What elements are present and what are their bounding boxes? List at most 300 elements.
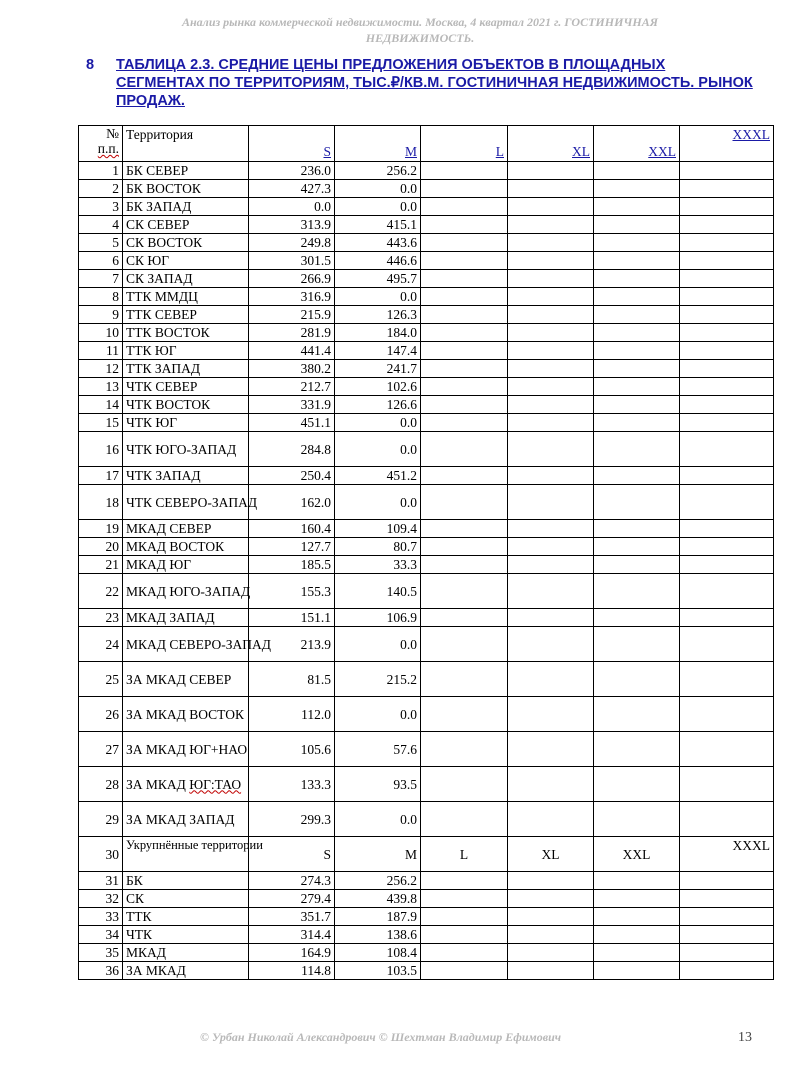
row-value-xxl	[594, 662, 680, 697]
header-no-abbrev: п.п.	[97, 141, 119, 156]
aggregate-row-value-xxxl	[680, 908, 774, 926]
row-value-s: 301.5	[249, 252, 335, 270]
table-row	[79, 342, 774, 360]
row-value-xxl	[594, 234, 680, 252]
row-value-xl	[508, 180, 594, 198]
row-value-m: 446.6	[335, 252, 421, 270]
row-number: 10	[79, 324, 123, 342]
row-value-xxxl	[680, 270, 774, 288]
row-value-s: 316.9	[249, 288, 335, 306]
row-value-xxxl	[680, 198, 774, 216]
row-value-xxl	[594, 360, 680, 378]
row-value-xxl	[594, 342, 680, 360]
aggregate-row-value-s: 274.3	[249, 872, 335, 890]
row-value-xl	[508, 485, 594, 520]
table-row	[79, 732, 774, 767]
row-number: 28	[79, 767, 123, 802]
table-row	[79, 627, 774, 662]
aggregate-row	[79, 908, 774, 926]
aggregate-header-territory: Укрупнённые территории	[123, 837, 249, 872]
table-row	[79, 662, 774, 697]
row-number: 23	[79, 609, 123, 627]
table-row	[79, 485, 774, 520]
row-value-xl	[508, 324, 594, 342]
row-number: 29	[79, 802, 123, 837]
aggregate-row-value-l	[421, 944, 508, 962]
row-value-m: 0.0	[335, 697, 421, 732]
aggregate-row-value-xl	[508, 890, 594, 908]
row-territory: СК СЕВЕР	[123, 216, 249, 234]
row-value-m: 256.2	[335, 162, 421, 180]
row-value-xxxl	[680, 432, 774, 467]
row-value-l	[421, 574, 508, 609]
row-value-m: 443.6	[335, 234, 421, 252]
row-value-xxxl	[680, 324, 774, 342]
row-number: 2	[79, 180, 123, 198]
row-value-xxl	[594, 627, 680, 662]
table-row	[79, 378, 774, 396]
row-value-l	[421, 662, 508, 697]
header-segment-xxl[interactable]: XXL	[594, 126, 680, 162]
row-value-xxl	[594, 802, 680, 837]
row-territory: ЗА МКАД СЕВЕР	[123, 662, 249, 697]
row-value-l	[421, 180, 508, 198]
row-territory: ЧТК СЕВЕР	[123, 378, 249, 396]
header-no-cell	[79, 126, 123, 162]
row-value-s: 266.9	[249, 270, 335, 288]
aggregate-row-number: 33	[79, 908, 123, 926]
aggregate-header-segment-xl: XL	[508, 837, 594, 872]
row-number: 18	[79, 485, 123, 520]
row-value-m: 0.0	[335, 414, 421, 432]
row-value-s: 236.0	[249, 162, 335, 180]
row-number: 21	[79, 556, 123, 574]
row-territory	[123, 767, 249, 802]
table-row	[79, 396, 774, 414]
row-value-m: 140.5	[335, 574, 421, 609]
aggregate-row-value-xxxl	[680, 890, 774, 908]
aggregate-row-value-l	[421, 890, 508, 908]
row-value-s: 313.9	[249, 216, 335, 234]
aggregate-row	[79, 872, 774, 890]
row-value-m: 215.2	[335, 662, 421, 697]
row-value-l	[421, 432, 508, 467]
row-value-xxxl	[680, 520, 774, 538]
table-row	[79, 520, 774, 538]
row-territory: МКАД ВОСТОК	[123, 538, 249, 556]
aggregate-row-territory: СК	[123, 890, 249, 908]
aggregate-row-territory: ЗА МКАД	[123, 962, 249, 980]
row-value-s: 162.0	[249, 485, 335, 520]
row-value-xl	[508, 162, 594, 180]
price-table	[78, 125, 774, 980]
row-number: 11	[79, 342, 123, 360]
row-value-xxxl	[680, 378, 774, 396]
row-value-s: 0.0	[249, 198, 335, 216]
row-territory: ТТК ЮГ	[123, 342, 249, 360]
row-value-m: 126.6	[335, 396, 421, 414]
table-row	[79, 162, 774, 180]
aggregate-header-segment-s: S	[249, 837, 335, 872]
aggregate-row-value-l	[421, 926, 508, 944]
row-value-xxxl	[680, 662, 774, 697]
row-value-xl	[508, 767, 594, 802]
aggregate-row-value-m: 256.2	[335, 872, 421, 890]
row-number: 24	[79, 627, 123, 662]
aggregate-row	[79, 944, 774, 962]
header-segment-l[interactable]: L	[421, 126, 508, 162]
row-value-m: 0.0	[335, 802, 421, 837]
row-value-s: 299.3	[249, 802, 335, 837]
row-territory: МКАД СЕВЕР	[123, 520, 249, 538]
row-value-xl	[508, 627, 594, 662]
row-value-m: 93.5	[335, 767, 421, 802]
row-value-s: 215.9	[249, 306, 335, 324]
row-number: 25	[79, 662, 123, 697]
row-value-xxl	[594, 162, 680, 180]
aggregate-row-value-s: 351.7	[249, 908, 335, 926]
row-value-l	[421, 520, 508, 538]
row-value-xxxl	[680, 414, 774, 432]
row-number: 20	[79, 538, 123, 556]
row-value-xl	[508, 396, 594, 414]
aggregate-row	[79, 890, 774, 908]
row-value-xxxl	[680, 574, 774, 609]
row-value-xxl	[594, 306, 680, 324]
page-number: 13	[738, 1030, 752, 1045]
aggregate-row-number: 36	[79, 962, 123, 980]
aggregate-row-value-l	[421, 962, 508, 980]
row-value-m: 33.3	[335, 556, 421, 574]
row-territory: ЧТК ЗАПАД	[123, 467, 249, 485]
row-value-l	[421, 306, 508, 324]
aggregate-row-value-m: 103.5	[335, 962, 421, 980]
row-value-l	[421, 485, 508, 520]
row-value-m: 241.7	[335, 360, 421, 378]
row-territory: МКАД ЮГО-ЗАПАД	[123, 574, 249, 609]
row-territory: МКАД ЗАПАД	[123, 609, 249, 627]
row-value-s: 212.7	[249, 378, 335, 396]
row-value-xxxl	[680, 538, 774, 556]
row-value-l	[421, 360, 508, 378]
aggregate-row-territory: МКАД	[123, 944, 249, 962]
header-no-symbol: №	[106, 126, 119, 141]
row-value-m: 147.4	[335, 342, 421, 360]
row-value-xxxl	[680, 216, 774, 234]
row-value-xxxl	[680, 556, 774, 574]
row-value-xxl	[594, 396, 680, 414]
aggregate-row-value-m: 108.4	[335, 944, 421, 962]
row-value-s: 451.1	[249, 414, 335, 432]
row-value-l	[421, 252, 508, 270]
row-value-m: 57.6	[335, 732, 421, 767]
row-value-l	[421, 767, 508, 802]
row-value-xxl	[594, 378, 680, 396]
table-row	[79, 198, 774, 216]
row-value-l	[421, 627, 508, 662]
table-row	[79, 216, 774, 234]
aggregate-row-value-s: 279.4	[249, 890, 335, 908]
aggregate-row-number: 31	[79, 872, 123, 890]
aggregate-row-value-s: 314.4	[249, 926, 335, 944]
row-value-l	[421, 802, 508, 837]
table-row	[79, 574, 774, 609]
aggregate-row-value-xxl	[594, 908, 680, 926]
row-value-m: 0.0	[335, 288, 421, 306]
page-header-line2: НЕДВИЖИМОСТЬ.	[365, 31, 475, 45]
row-number: 22	[79, 574, 123, 609]
row-value-xl	[508, 432, 594, 467]
table-row	[79, 180, 774, 198]
row-number: 4	[79, 216, 123, 234]
row-territory: ТТК ВОСТОК	[123, 324, 249, 342]
row-value-m: 126.3	[335, 306, 421, 324]
row-number: 9	[79, 306, 123, 324]
row-value-l	[421, 216, 508, 234]
row-value-xxxl	[680, 360, 774, 378]
section-title-text[interactable]: ТАБЛИЦА 2.3. СРЕДНИЕ ЦЕНЫ ПРЕДЛОЖЕНИЯ ОБЪЕКТОВ В ПЛОЩАДНЫХ СЕГМЕНТАХ ПО ТЕРРИТОРИЯМ, ТЫС.₽/КВ.М. ГОСТИНИЧНАЯ НЕДВИЖИМОСТЬ. РЫНОК ПРОДАЖ.	[116, 57, 753, 109]
aggregate-row-value-xl	[508, 872, 594, 890]
row-value-m: 184.0	[335, 324, 421, 342]
row-value-xl	[508, 556, 594, 574]
row-territory: СК ВОСТОК	[123, 234, 249, 252]
row-value-s: 81.5	[249, 662, 335, 697]
row-value-xl	[508, 574, 594, 609]
table-row	[79, 252, 774, 270]
row-value-l	[421, 609, 508, 627]
row-value-xl	[508, 467, 594, 485]
row-value-xl	[508, 360, 594, 378]
aggregate-row-value-xl	[508, 962, 594, 980]
row-value-l	[421, 732, 508, 767]
table-row	[79, 414, 774, 432]
row-value-m: 0.0	[335, 432, 421, 467]
header-territory: Территория	[123, 126, 249, 162]
header-segment-m[interactable]: M	[335, 126, 421, 162]
row-territory: СК ЗАПАД	[123, 270, 249, 288]
row-value-xxxl	[680, 627, 774, 662]
row-value-xxxl	[680, 342, 774, 360]
row-value-l	[421, 697, 508, 732]
row-value-xl	[508, 378, 594, 396]
row-value-l	[421, 198, 508, 216]
row-value-s: 331.9	[249, 396, 335, 414]
row-value-s: 185.5	[249, 556, 335, 574]
row-number: 19	[79, 520, 123, 538]
row-number: 8	[79, 288, 123, 306]
row-value-xxl	[594, 180, 680, 198]
table-row	[79, 609, 774, 627]
row-value-xl	[508, 732, 594, 767]
aggregate-row-value-xxl	[594, 890, 680, 908]
aggregate-header-segment-xxl: XXL	[594, 837, 680, 872]
table-row	[79, 467, 774, 485]
aggregate-row-value-xxl	[594, 944, 680, 962]
row-territory: БК ВОСТОК	[123, 180, 249, 198]
row-territory: ЧТК СЕВЕРО-ЗАПАД	[123, 485, 249, 520]
row-value-s: 441.4	[249, 342, 335, 360]
header-segment-xl[interactable]: XL	[508, 126, 594, 162]
row-number: 5	[79, 234, 123, 252]
row-value-xxxl	[680, 467, 774, 485]
aggregate-row-value-xxl	[594, 872, 680, 890]
page-header-line1: Анализ рынка коммерческой недвижимости. Москва, 4 квартал 2021 г. ГОСТИНИЧНАЯ	[182, 15, 658, 29]
aggregate-row-value-xxxl	[680, 962, 774, 980]
row-value-xxl	[594, 270, 680, 288]
row-number: 13	[79, 378, 123, 396]
aggregate-row-value-xxxl	[680, 944, 774, 962]
row-value-xxl	[594, 609, 680, 627]
row-territory: ЗА МКАД ВОСТОК	[123, 697, 249, 732]
row-number: 15	[79, 414, 123, 432]
header-segment-s[interactable]: S	[249, 126, 335, 162]
row-value-xl	[508, 802, 594, 837]
row-value-xxxl	[680, 485, 774, 520]
row-value-s: 213.9	[249, 627, 335, 662]
aggregate-row	[79, 962, 774, 980]
row-value-m: 415.1	[335, 216, 421, 234]
row-value-xxxl	[680, 802, 774, 837]
aggregate-row-value-xxxl	[680, 872, 774, 890]
aggregate-header-row	[79, 837, 774, 872]
row-value-xxxl	[680, 252, 774, 270]
page-footer: © Урбан Николай Александрович © Шехтман Владимир Ефимович	[200, 1030, 562, 1044]
row-value-xl	[508, 609, 594, 627]
row-value-xxxl	[680, 180, 774, 198]
row-number: 7	[79, 270, 123, 288]
row-value-s: 151.1	[249, 609, 335, 627]
row-value-xxxl	[680, 288, 774, 306]
row-value-xxxl	[680, 609, 774, 627]
row-value-xl	[508, 342, 594, 360]
row-value-xl	[508, 270, 594, 288]
aggregate-header-segment-l: L	[421, 837, 508, 872]
row-territory: БК СЕВЕР	[123, 162, 249, 180]
row-number: 27	[79, 732, 123, 767]
row-value-xxl	[594, 216, 680, 234]
row-territory: ЧТК ВОСТОК	[123, 396, 249, 414]
row-value-l	[421, 342, 508, 360]
row-number: 1	[79, 162, 123, 180]
row-value-s: 427.3	[249, 180, 335, 198]
row-value-xxxl	[680, 162, 774, 180]
row-value-l	[421, 556, 508, 574]
table-row	[79, 556, 774, 574]
row-value-xxl	[594, 574, 680, 609]
row-value-s: 127.7	[249, 538, 335, 556]
row-territory: ЗА МКАД ЗАПАД	[123, 802, 249, 837]
row-value-xl	[508, 306, 594, 324]
row-value-s: 105.6	[249, 732, 335, 767]
aggregate-row-value-xl	[508, 926, 594, 944]
aggregate-row-value-xxl	[594, 926, 680, 944]
row-value-xxl	[594, 467, 680, 485]
row-value-s: 133.3	[249, 767, 335, 802]
row-value-m: 451.2	[335, 467, 421, 485]
row-value-l	[421, 288, 508, 306]
row-value-xxxl	[680, 767, 774, 802]
row-value-l	[421, 324, 508, 342]
aggregate-row-number: 32	[79, 890, 123, 908]
row-value-m: 0.0	[335, 485, 421, 520]
row-value-m: 495.7	[335, 270, 421, 288]
row-value-xl	[508, 216, 594, 234]
row-value-m: 0.0	[335, 627, 421, 662]
aggregate-row-value-xl	[508, 944, 594, 962]
row-value-xl	[508, 252, 594, 270]
row-value-l	[421, 538, 508, 556]
aggregate-row-territory: ТТК	[123, 908, 249, 926]
row-value-xxl	[594, 198, 680, 216]
aggregate-row-number: 34	[79, 926, 123, 944]
row-value-s: 112.0	[249, 697, 335, 732]
row-value-xl	[508, 288, 594, 306]
aggregate-row-value-m: 187.9	[335, 908, 421, 926]
row-value-m: 102.6	[335, 378, 421, 396]
row-territory: БК ЗАПАД	[123, 198, 249, 216]
row-value-m: 106.9	[335, 609, 421, 627]
table-row	[79, 802, 774, 837]
row-value-xl	[508, 414, 594, 432]
row-value-l	[421, 396, 508, 414]
row-number: 26	[79, 697, 123, 732]
row-value-l	[421, 467, 508, 485]
header-segment-xxxl[interactable]: XXXL	[680, 126, 774, 162]
row-value-xl	[508, 520, 594, 538]
aggregate-header-number: 30	[79, 837, 123, 872]
row-value-m: 0.0	[335, 198, 421, 216]
table-row	[79, 432, 774, 467]
row-value-l	[421, 270, 508, 288]
table-row	[79, 288, 774, 306]
row-number: 14	[79, 396, 123, 414]
row-number: 12	[79, 360, 123, 378]
row-territory: ЧТК ЮГ	[123, 414, 249, 432]
aggregate-row-value-s: 114.8	[249, 962, 335, 980]
row-territory: МКАД ЮГ	[123, 556, 249, 574]
aggregate-row-value-xl	[508, 908, 594, 926]
row-value-xxl	[594, 324, 680, 342]
row-value-m: 80.7	[335, 538, 421, 556]
row-value-xxl	[594, 697, 680, 732]
row-territory: ЧТК ЮГО-ЗАПАД	[123, 432, 249, 467]
aggregate-row-value-l	[421, 872, 508, 890]
aggregate-row-value-l	[421, 908, 508, 926]
row-territory: СК ЮГ	[123, 252, 249, 270]
aggregate-row-number: 35	[79, 944, 123, 962]
row-value-xxl	[594, 732, 680, 767]
row-value-xxxl	[680, 234, 774, 252]
row-value-l	[421, 234, 508, 252]
row-territory: ТТК ММДЦ	[123, 288, 249, 306]
row-value-xxxl	[680, 732, 774, 767]
row-value-xl	[508, 662, 594, 697]
row-value-xxl	[594, 556, 680, 574]
aggregate-row-value-m: 439.8	[335, 890, 421, 908]
aggregate-row-value-xxl	[594, 962, 680, 980]
row-value-xxxl	[680, 697, 774, 732]
row-value-s: 249.8	[249, 234, 335, 252]
aggregate-row	[79, 926, 774, 944]
row-value-s: 284.8	[249, 432, 335, 467]
row-number: 17	[79, 467, 123, 485]
aggregate-header-segment-m: M	[335, 837, 421, 872]
table-row	[79, 767, 774, 802]
page-header	[120, 14, 720, 46]
row-value-xxl	[594, 538, 680, 556]
row-value-xl	[508, 198, 594, 216]
aggregate-row-value-xxxl	[680, 926, 774, 944]
